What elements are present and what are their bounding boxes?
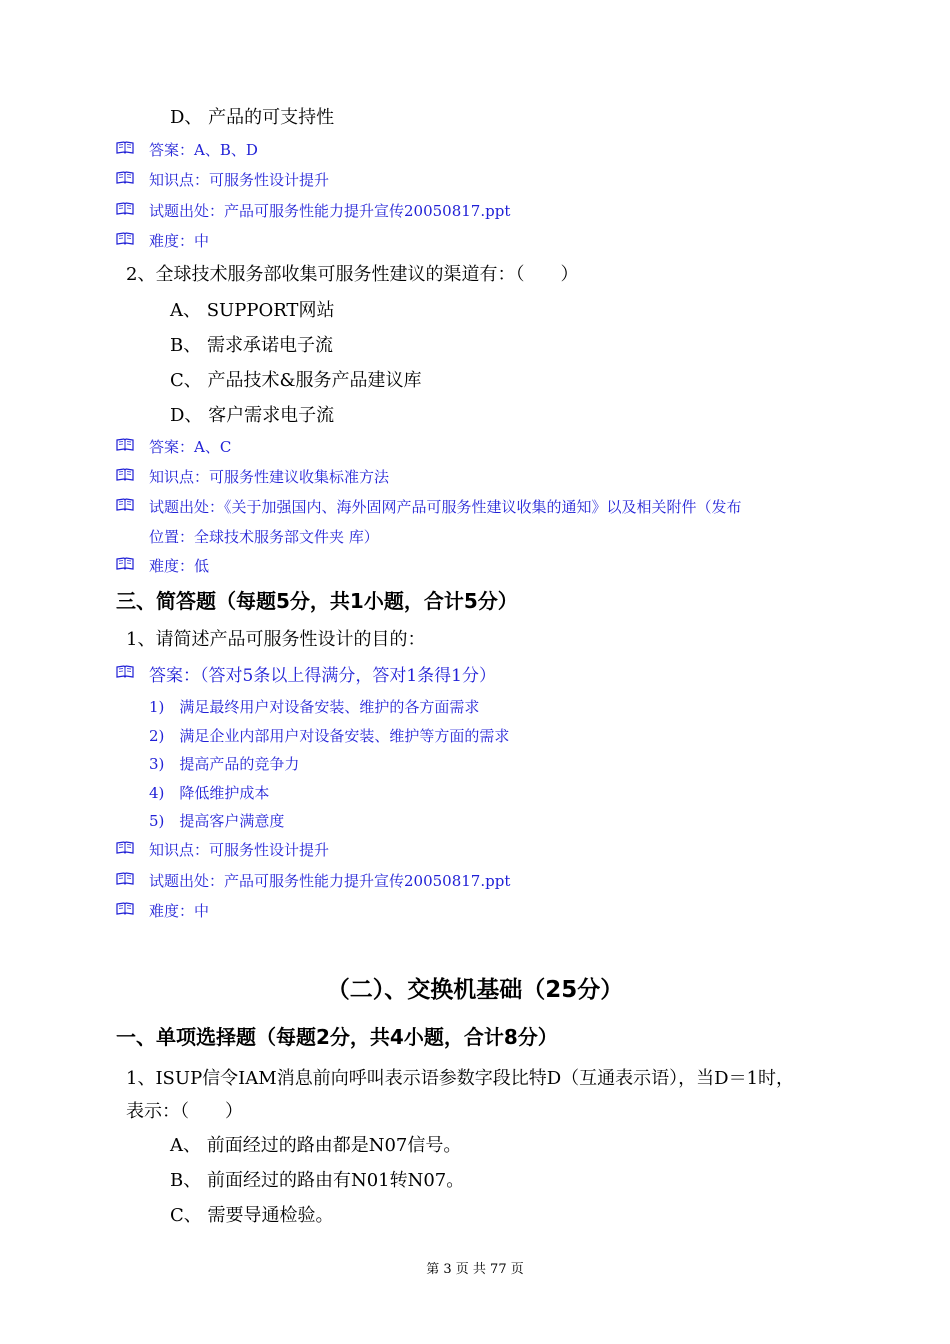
book-icon <box>116 498 134 512</box>
option-a: A、 SUPPORT网站 <box>170 300 335 321</box>
option-d: D、 客户需求电子流 <box>170 405 335 426</box>
page-number: 第 3 页 共 77 页 <box>426 1262 524 1277</box>
source-text: 试题出处：产品可服务性能力提升宣传20050817.ppt <box>149 872 511 890</box>
section-heading: 一、单项选择题（每题2分，共4小题，合计8分） <box>116 1025 558 1049</box>
answer-point: 4) 降低维护成本 <box>149 784 270 802</box>
section-heading: 三、简答题（每题5分，共1小题，合计5分） <box>116 589 518 613</box>
source-text-line2: 位置：全球技术服务部文件夹 库） <box>149 528 379 546</box>
answer-point: 1) 满足最终用户对设备安装、维护的各方面需求 <box>149 698 480 716</box>
option-d: D、 产品的可支持性 <box>170 107 335 128</box>
book-icon <box>116 141 134 155</box>
question-1-line2: 表示：（ ） <box>126 1101 243 1122</box>
answer-text: 答案：A、C <box>149 438 232 456</box>
answer-title: 答案：（答对5条以上得满分，答对1条得1分） <box>149 666 496 686</box>
question-1-line1: 1、ISUP信令IAM消息前向呼叫表示语参数字段比特D（互通表示语），当D＝1时， <box>126 1068 795 1089</box>
part-title: （二）、交换机基础（25分） <box>326 977 624 1003</box>
knowledge-text: 知识点：可服务性建议收集标准方法 <box>149 468 390 486</box>
book-icon <box>116 872 134 886</box>
difficulty-text: 难度：中 <box>149 232 210 250</box>
book-icon <box>116 665 134 679</box>
option-b: B、 需求承诺电子流 <box>170 335 333 356</box>
source-text-line1: 试题出处：《关于加强国内、海外固网产品可服务性建议收集的通知》以及相关附件（发布 <box>149 498 742 516</box>
answer-point: 3) 提高产品的竞争力 <box>149 755 300 773</box>
book-icon <box>116 202 134 216</box>
option-c: C、 产品技术&服务产品建议库 <box>170 370 422 391</box>
knowledge-text: 知识点：可服务性设计提升 <box>149 841 330 859</box>
book-icon <box>116 438 134 452</box>
book-icon <box>116 902 134 916</box>
answer-point: 2) 满足企业内部用户对设备安装、维护等方面的需求 <box>149 727 510 745</box>
question-1: 1、请简述产品可服务性设计的目的： <box>126 629 426 650</box>
option-c: C、 需要导通检验。 <box>170 1205 334 1226</box>
source-text: 试题出处：产品可服务性能力提升宣传20050817.ppt <box>149 202 511 220</box>
book-icon <box>116 841 134 855</box>
option-a: A、 前面经过的路由都是N07信号。 <box>170 1135 462 1156</box>
book-icon <box>116 468 134 482</box>
book-icon <box>116 557 134 571</box>
option-b: B、 前面经过的路由有N01转N07。 <box>170 1170 465 1191</box>
book-icon <box>116 171 134 185</box>
book-icon <box>116 232 134 246</box>
answer-point: 5) 提高客户满意度 <box>149 812 285 830</box>
knowledge-text: 知识点：可服务性设计提升 <box>149 171 330 189</box>
question-2: 2、全球技术服务部收集可服务性建议的渠道有：（ ） <box>126 264 579 285</box>
difficulty-text: 难度：中 <box>149 902 210 920</box>
difficulty-text: 难度：低 <box>149 557 210 575</box>
answer-text: 答案：A、B、D <box>149 141 258 159</box>
